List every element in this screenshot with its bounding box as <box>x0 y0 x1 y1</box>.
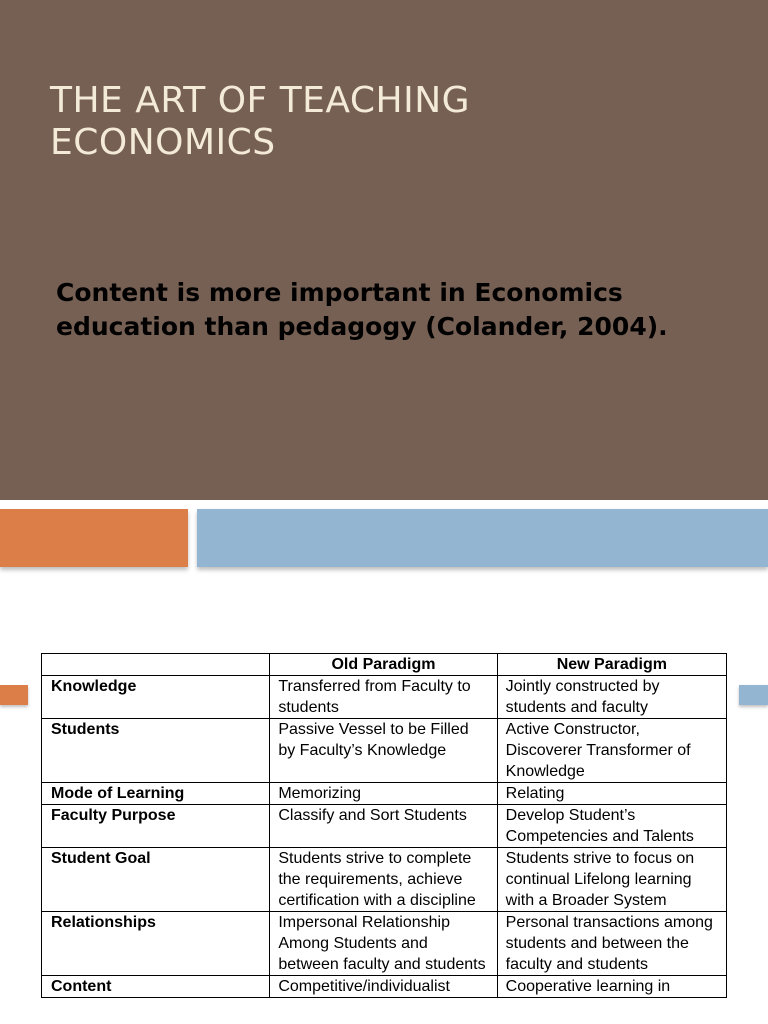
old-paradigm-cell: Transferred from Faculty to students <box>270 676 497 719</box>
old-paradigm-cell: Memorizing <box>270 783 497 805</box>
table-header-row <box>42 654 727 676</box>
new-paradigm-cell: Cooperative learning in <box>497 976 726 998</box>
row-label: Students <box>42 719 270 783</box>
slide-title-line-1: THE ART OF TEACHING <box>50 80 471 121</box>
row-label: Student Goal <box>42 848 270 912</box>
accent-bar-orange <box>0 509 188 567</box>
old-paradigm-cell: Passive Vessel to be Filled by Faculty’s Knowledge <box>270 719 497 783</box>
slide-title <box>50 80 470 164</box>
new-paradigm-cell: Jointly constructed by students and faculty <box>497 676 726 719</box>
table-row <box>42 805 727 848</box>
accent-bar-orange-stub <box>0 685 28 705</box>
table-row <box>42 848 727 912</box>
new-paradigm-cell: Personal transactions among students and between the faculty and students <box>497 912 726 976</box>
table-row <box>42 912 727 976</box>
new-paradigm-cell: Relating <box>497 783 726 805</box>
slide-1 <box>0 0 768 500</box>
new-paradigm-cell: Active Constructor, Discoverer Transformer of Knowledge <box>497 719 726 783</box>
old-paradigm-cell: Classify and Sort Students <box>270 805 497 848</box>
row-label: Knowledge <box>42 676 270 719</box>
accent-bar-blue-stub <box>739 685 768 705</box>
table-header-old-paradigm: Old Paradigm <box>270 654 497 676</box>
table-row <box>42 676 727 719</box>
slide-title-line-2: ECONOMICS <box>50 122 276 163</box>
table-header-cell <box>42 654 270 676</box>
row-label: Faculty Purpose <box>42 805 270 848</box>
accent-bar-blue <box>197 509 768 567</box>
row-label: Content <box>42 976 270 998</box>
table-row <box>42 719 727 783</box>
table-header-new-paradigm: New Paradigm <box>497 654 726 676</box>
table-row <box>42 976 727 998</box>
old-paradigm-cell: Competitive/individualist <box>270 976 497 998</box>
old-paradigm-cell: Impersonal Relationship Among Students and between faculty and students <box>270 912 497 976</box>
new-paradigm-cell: Students strive to focus on continual Lifelong learning with a Broader System <box>497 848 726 912</box>
table-row <box>42 783 727 805</box>
new-paradigm-cell: Develop Student’s Competencies and Talents <box>497 805 726 848</box>
old-paradigm-cell: Students strive to complete the requirements, achieve certification with a discipline <box>270 848 497 912</box>
row-label: Relationships <box>42 912 270 976</box>
slide-subtitle: Content is more important in Economics education than pedagogy (Colander, 2004). <box>56 278 668 341</box>
paradigm-table <box>41 653 727 998</box>
row-label: Mode of Learning <box>42 783 270 805</box>
